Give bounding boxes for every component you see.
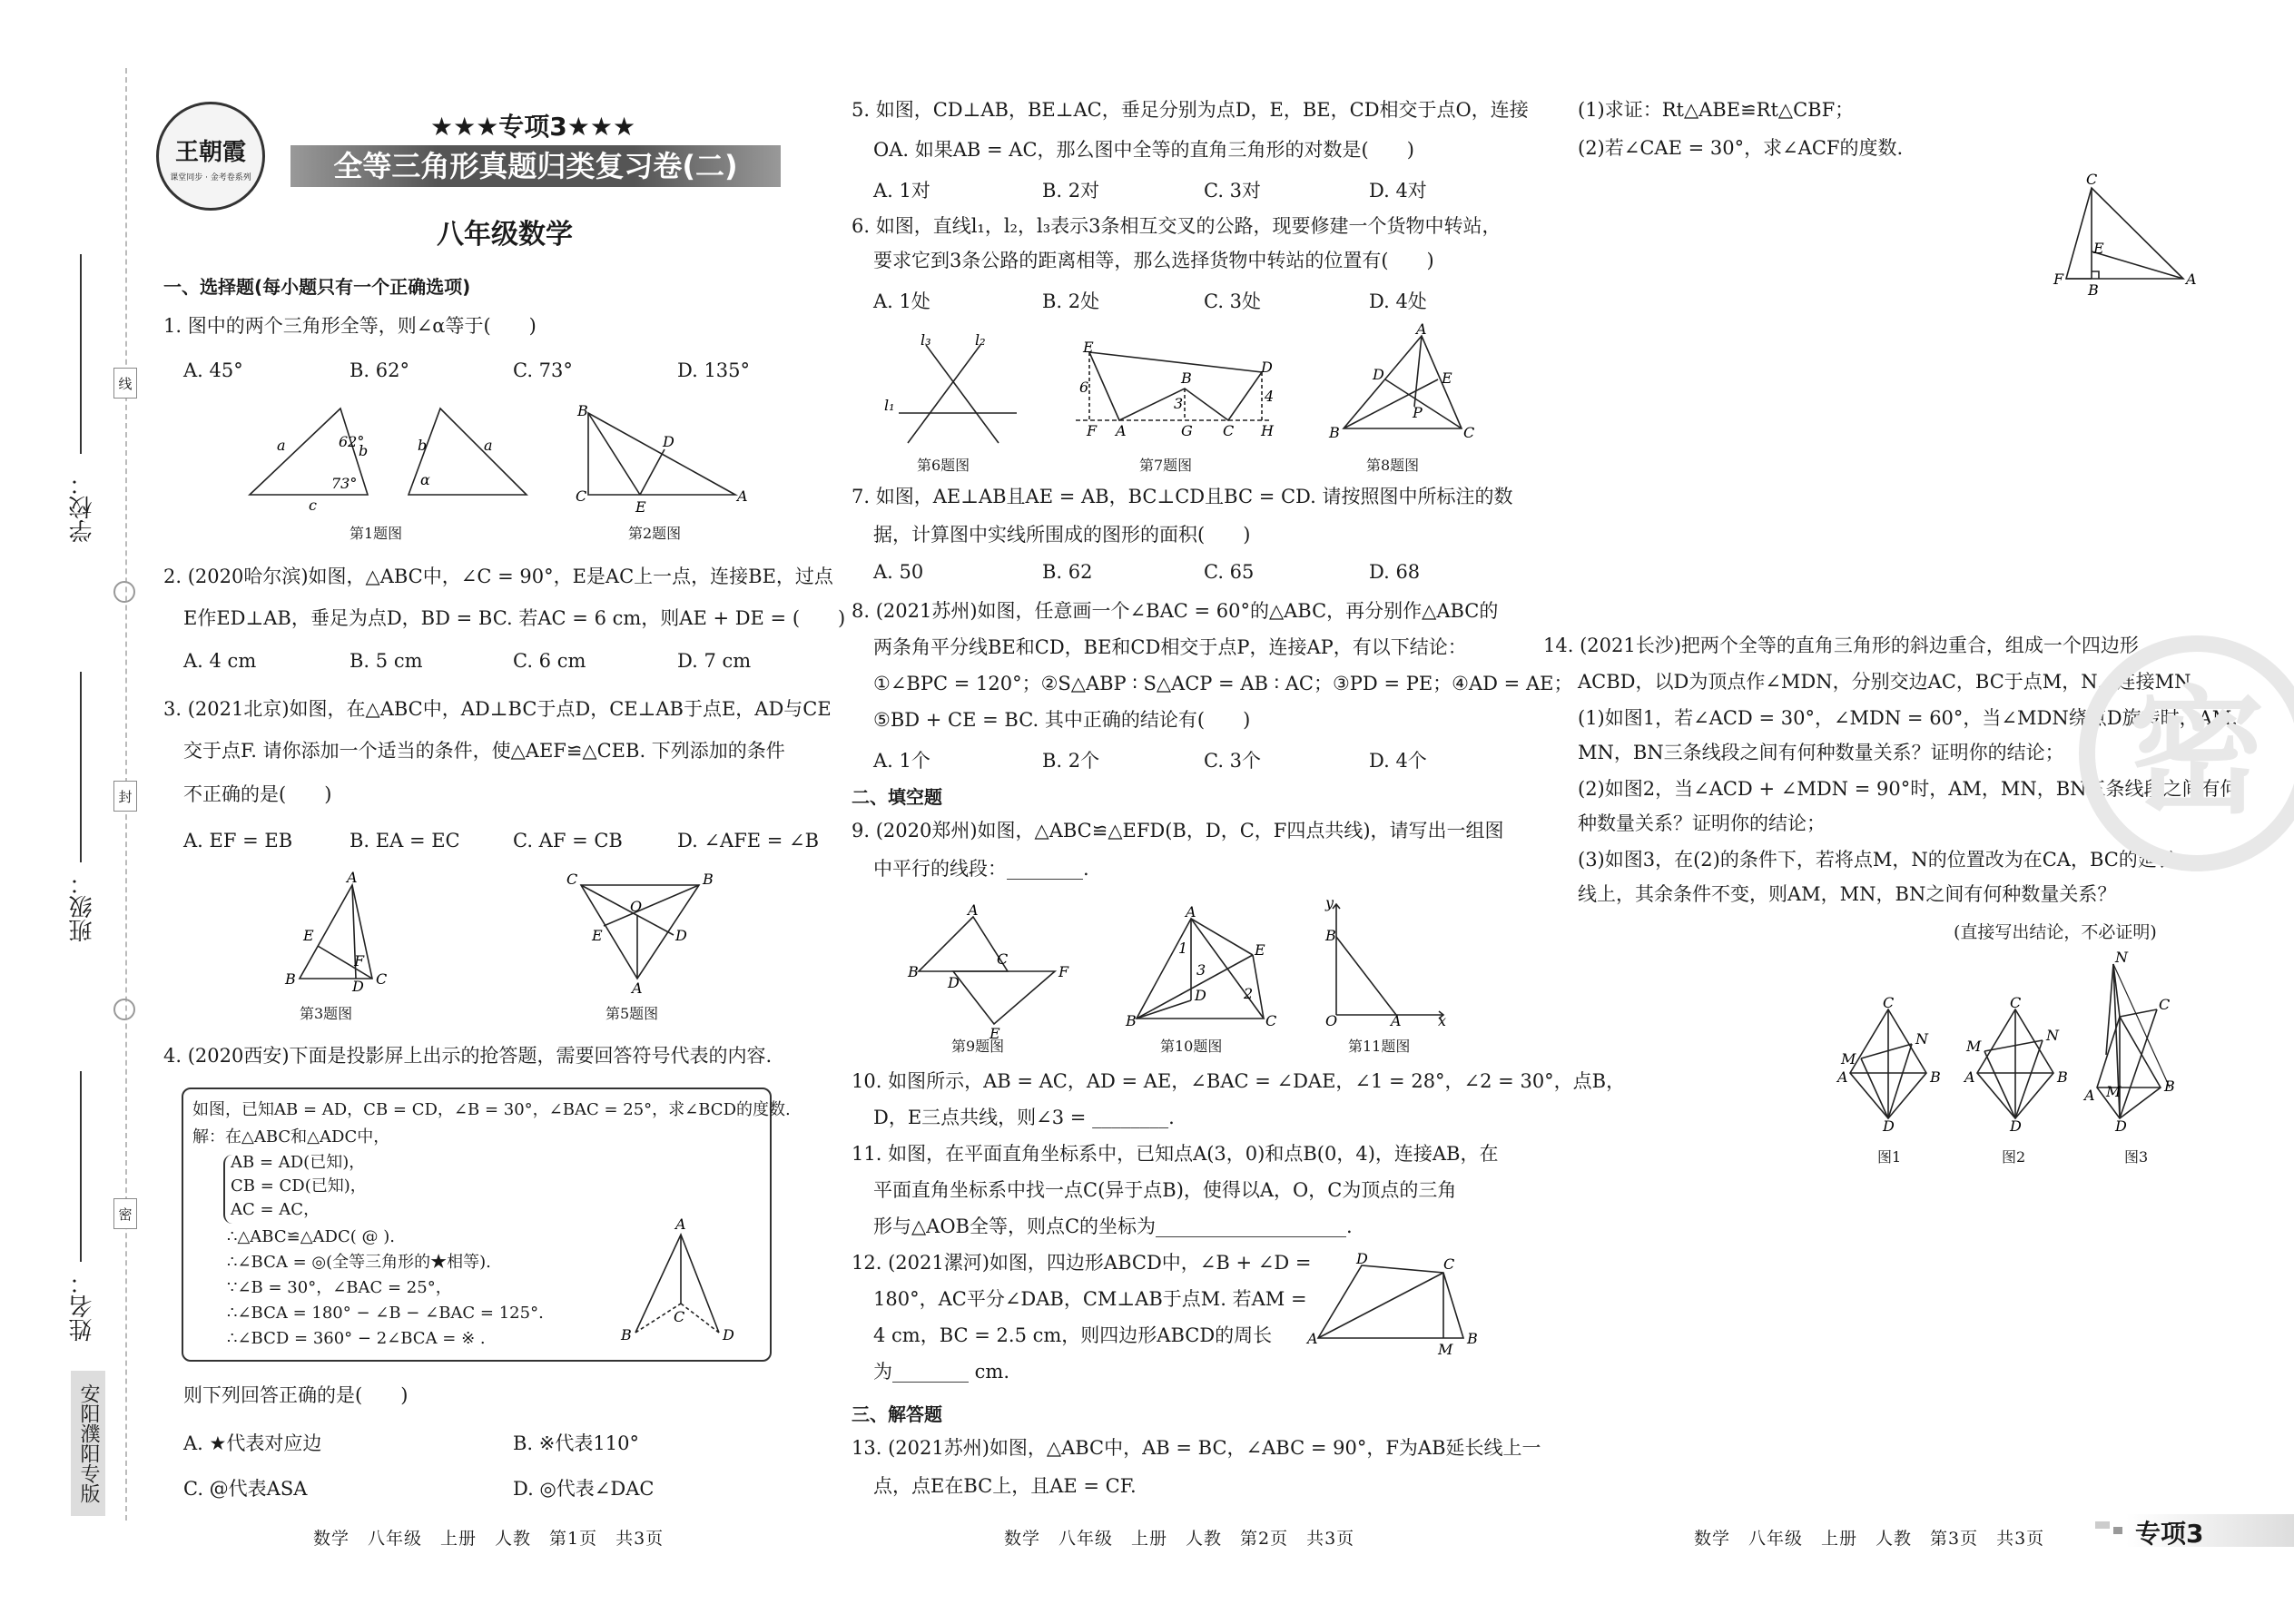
logo-subtext: 课堂同步 · 金考卷系列 (170, 173, 251, 182)
q7-figure (1076, 336, 1275, 445)
q2-fig-caption: 第2题图 (628, 525, 682, 542)
q8-option-b[interactable]: B. 2个 (1042, 750, 1100, 772)
svg-text:A: A (2186, 271, 2197, 288)
svg-text:D: D (2115, 1117, 2127, 1135)
q1-stem: 1. 图中的两个三角形全等，则∠α等于( ) (163, 315, 537, 337)
svg-text:B: B (1126, 1012, 1137, 1029)
q3-line-2: 交于点F. 请你添加一个适当的条件，使△AEF≌△CEB. 下列添加的条件 (183, 740, 785, 762)
q11-line-2: 平面直角坐标系中找一点C(异于点B)，使得以A，O，C为顶点的三角 (873, 1179, 1457, 1201)
svg-text:A: A (632, 979, 643, 997)
svg-text:C: C (1265, 1012, 1277, 1029)
q3-line-1: 3. (2021北京)如图，在△ABC中，AD⊥BC于点D，CE⊥AB于点E，AD与CE (163, 698, 832, 720)
school-label: 学校： (69, 472, 96, 543)
q3-fig-caption: 第3题图 (300, 1005, 353, 1022)
footer-page-2: 数学 八年级 上册 人教 第2页 共3页 (1004, 1529, 1355, 1549)
svg-text:D: D (948, 974, 960, 991)
q5-option-d[interactable]: D. 4对 (1369, 180, 1427, 202)
q3-option-c[interactable]: C. AF = CB (513, 830, 623, 851)
q11-figure (1325, 894, 1452, 1029)
q4-box-line-1: 如图，已知AB = AD，CB = CD，∠B = 30°，∠BAC = 25°，求∠BCD的度数. (192, 1100, 791, 1119)
q8-line-3: ①∠BPC = 120°；②S△ABP ∶ S△ACP = AB ∶ AC；③PD = PE；④AD = AE； (873, 673, 1573, 694)
q6-fig-caption: 第6题图 (917, 457, 970, 474)
q6-line-1: 6. 如图，直线l₁，l₂，l₃表示3条相互交叉的公路，现要修建一个货物中转站， (852, 215, 1501, 237)
q14-line-2: ACBD，以D为顶点作∠MDN，分别交边AC，BC于点M，N，连接MN. (1578, 671, 2196, 693)
svg-text:M: M (2106, 1083, 2122, 1100)
q1-option-c[interactable]: C. 73° (513, 359, 573, 381)
q3-option-a[interactable]: A. EF = EB (183, 830, 293, 851)
svg-text:6: 6 (1079, 379, 1089, 396)
q5-line-2: OA. 如果AB = AC，那么图中全等的直角三角形的对数是( ) (873, 139, 1414, 161)
q8-line-1: 8. (2021苏州)如图，任意画一个∠BAC = 60°的△ABC，再分别作△ABC的 (852, 600, 1499, 622)
svg-text:3: 3 (1196, 961, 1206, 979)
svg-text:F: F (1087, 422, 1098, 439)
svg-text:N: N (1915, 1030, 1928, 1048)
edition-label: 安阳濮阳专版 (71, 1371, 105, 1516)
q4-box-line-6: ∴△ABC≌△ADC( @ ). (227, 1227, 395, 1246)
q5-option-b[interactable]: B. 2对 (1042, 180, 1100, 202)
svg-text:B: B (1325, 927, 1336, 944)
svg-text:D: D (663, 433, 674, 450)
q8-fig-caption: 第8题图 (1366, 457, 1420, 474)
q6-option-a[interactable]: A. 1处 (873, 290, 930, 312)
svg-text:B: B (1329, 424, 1340, 441)
svg-text:b: b (359, 442, 369, 459)
svg-text:E: E (592, 927, 603, 944)
svg-text:D: D (1883, 1117, 1895, 1135)
svg-text:B: B (1930, 1068, 1941, 1086)
svg-text:C: C (2010, 994, 2022, 1011)
subject-title: 八年级数学 (437, 219, 573, 251)
q6-option-c[interactable]: C. 3处 (1204, 290, 1262, 312)
svg-text:H: H (1261, 422, 1274, 439)
q4-box-line-9: ∴∠BCA = 180° − ∠B − ∠BAC = 125°. (227, 1304, 544, 1323)
svg-text:M: M (1966, 1038, 1982, 1055)
q7-line-1: 7. 如图，AE⊥AB且AE = AB，BC⊥CD且BC = CD. 请按照图中所标注的数 (852, 486, 1513, 507)
q4-option-d[interactable]: D. ◎代表∠DAC (513, 1478, 655, 1500)
q6-figure (881, 331, 1035, 454)
mark-seal: 封 (113, 781, 137, 812)
svg-text:M: M (1841, 1050, 1856, 1068)
q3-figure (281, 869, 399, 995)
svg-text:F: F (2053, 271, 2064, 288)
q8-line-4: ⑤BD + CE = BC. 其中正确的结论有( ) (873, 709, 1251, 731)
svg-text:A: A (1837, 1068, 1848, 1086)
svg-text:E: E (1083, 339, 1094, 356)
q14-line-8: 线上，其余条件不变，则AM，MN，BN之间有何种数量关系？ (1578, 883, 2117, 905)
svg-text:D: D (352, 978, 364, 995)
q4-stem: 4. (2020西安)下面是投影屏上出示的抢答题，需要回答符号代表的内容. (163, 1045, 773, 1067)
svg-text:D: D (2010, 1117, 2022, 1135)
mark-dense: 密 (113, 1198, 137, 1229)
hole-icon (113, 999, 135, 1020)
q7-line-2: 据，计算图中实线所围成的图形的面积( ) (873, 524, 1251, 546)
q2-option-c[interactable]: C. 6 cm (513, 650, 586, 672)
q14-line-4: MN，BN三条线段之间有何种数量关系？证明你的结论； (1578, 742, 2064, 763)
svg-text:D: D (1195, 987, 1206, 1004)
svg-text:C: C (2086, 171, 2098, 188)
q13-line-2: 点，点E在BC上，且AE = CF. (873, 1475, 1137, 1497)
q4-ask: 则下列回答正确的是( ) (183, 1384, 409, 1406)
svg-text:l₂: l₂ (975, 331, 986, 349)
q2-option-d[interactable]: D. 7 cm (677, 650, 752, 672)
mark-line: 线 (113, 368, 137, 399)
svg-text:E: E (1255, 941, 1265, 959)
svg-text:E: E (303, 927, 314, 944)
svg-text:C: C (576, 487, 587, 505)
svg-text:C: C (2159, 996, 2171, 1013)
q12-figure (1307, 1250, 1489, 1362)
q13-part-1: (1)求证：Rt△ABE≌Rt△CBF； (1578, 99, 1855, 121)
q14-line-9: (直接写出结论，不必证明) (1954, 922, 2157, 942)
svg-text:B: B (1181, 369, 1192, 387)
svg-text:l₁: l₁ (884, 397, 895, 414)
q9-line-1: 9. (2020郑州)如图，△ABC≌△EFD(B，D，C，F四点共线)，请写出一组图 (852, 820, 1504, 842)
svg-text:A: A (1307, 1330, 1318, 1347)
q2-option-b[interactable]: B. 5 cm (350, 650, 423, 672)
q8-option-d[interactable]: D. 4个 (1369, 750, 1427, 772)
svg-text:B: B (2088, 281, 2099, 299)
q7-option-b[interactable]: B. 62 (1042, 561, 1093, 583)
svg-text:3: 3 (1174, 395, 1184, 412)
q6-option-b[interactable]: B. 2处 (1042, 290, 1100, 312)
svg-text:F: F (1058, 963, 1069, 980)
svg-text:1: 1 (1178, 940, 1188, 957)
footer-page-3: 数学 八年级 上册 人教 第3页 共3页 (1694, 1529, 2045, 1549)
q8-line-2: 两条角平分线BE和CD，BE和CD相交于点P，连接AP，有以下结论： (873, 636, 1467, 658)
svg-text:D: D (675, 927, 687, 944)
q14-figure-1 (1825, 994, 1961, 1135)
brand-logo (156, 102, 265, 211)
svg-text:2: 2 (1244, 985, 1254, 1002)
class-label: 班级： (69, 871, 96, 942)
q4-box-line-10: ∴∠BCD = 360° − 2∠BCA = ※ . (227, 1329, 486, 1348)
q1-option-d[interactable]: D. 135° (677, 359, 751, 381)
q14-line-3: (1)如图1，若∠ACD = 30°，∠MDN = 60°，当∠MDN绕点D旋转时，AM， (1578, 707, 2251, 729)
svg-text:O: O (630, 898, 643, 915)
q7-option-d[interactable]: D. 68 (1369, 561, 1421, 583)
q4-box-line-3: AB = AD(已知)， (231, 1153, 366, 1172)
q9-figure (908, 901, 1071, 1042)
svg-text:B: B (1467, 1330, 1478, 1347)
class-blank (80, 672, 82, 862)
q14-line-7: (3)如图3，在(2)的条件下，若将点M，N的位置改为在CA，BC的延长 (1578, 849, 2176, 871)
svg-text:A: A (1116, 422, 1127, 439)
q4-box-line-5: AC = AC， (231, 1200, 320, 1219)
name-blank (80, 1071, 82, 1262)
q14-fig-3-caption: 图3 (2124, 1148, 2149, 1166)
svg-text:B: B (703, 871, 714, 888)
svg-text:a: a (277, 437, 286, 454)
svg-text:C: C (997, 950, 1009, 968)
q5-figure (563, 871, 717, 997)
svg-text:E: E (989, 1025, 1000, 1042)
q1-fig-caption: 第1题图 (350, 525, 403, 542)
q12-line-1: 12. (2021漯河)如图，四边形ABCD中，∠B + ∠D = (852, 1252, 1312, 1274)
svg-text:B: B (908, 963, 919, 980)
special-badge: ★★★专项3★★★ (430, 112, 636, 142)
q1-option-b[interactable]: B. 62° (350, 359, 410, 381)
svg-text:y: y (1325, 894, 1334, 911)
svg-text:A: A (1964, 1068, 1975, 1086)
q14-figure-3 (2079, 949, 2206, 1135)
q3-option-d[interactable]: D. ∠AFE = ∠B (677, 830, 820, 851)
svg-text:N: N (2046, 1027, 2059, 1044)
svg-text:A: A (737, 487, 748, 505)
q7-option-c[interactable]: C. 65 (1204, 561, 1255, 583)
svg-text:A: A (1416, 320, 1427, 338)
tab-deco (2113, 1527, 2122, 1534)
svg-text:O: O (1325, 1012, 1338, 1029)
footer-page-1: 数学 八年级 上册 人教 第1页 共3页 (313, 1529, 665, 1549)
q4-option-a[interactable]: A. ★代表对应边 (183, 1432, 322, 1454)
q14-line-1: 14. (2021长沙)把两个全等的直角三角形的斜边重合，组成一个四边形 (1543, 635, 2139, 656)
q5-line-1: 5. 如图，CD⊥AB，BE⊥AC，垂足分别为点D，E，BE，CD相交于点O，连接 (852, 99, 1529, 121)
svg-text:C: C (1883, 994, 1895, 1011)
watermark-seal: 密 (2079, 635, 2294, 871)
svg-text:62°: 62° (339, 433, 365, 450)
q5-option-a[interactable]: A. 1对 (873, 180, 930, 202)
svg-text:α: α (420, 471, 430, 488)
section-choice: 一、选择题(每小题只有一个正确选项) (163, 276, 471, 298)
q4-option-c[interactable]: C. @代表ASA (183, 1478, 308, 1500)
svg-text:E: E (1442, 369, 1452, 387)
q8-option-c[interactable]: C. 3个 (1204, 750, 1262, 772)
svg-text:C: C (566, 871, 578, 888)
svg-text:B: B (2057, 1068, 2068, 1086)
svg-text:a: a (484, 437, 493, 454)
q2-option-a[interactable]: A. 4 cm (183, 650, 257, 672)
svg-text:A: A (347, 869, 358, 886)
svg-text:D: D (1261, 359, 1273, 376)
svg-text:C: C (1443, 1255, 1455, 1273)
q10-figure (1126, 903, 1280, 1035)
q10-line-1: 10. 如图所示，AB = AC，AD = AE，∠BAC = ∠DAE，∠1 = 28°，∠2 = 30°，点B， (852, 1070, 1626, 1092)
page-title: 全等三角形真题归类复习卷(二) (333, 149, 738, 183)
svg-text:M: M (1438, 1341, 1453, 1358)
logo-text: 王朝霞 (174, 139, 246, 166)
q4-box-line-8: ∵∠B = 30°，∠BAC = 25°， (227, 1278, 452, 1297)
q4-option-b[interactable]: B. ※代表110° (513, 1432, 639, 1454)
q2-line-1: 2. (2020哈尔滨)如图，△ABC中，∠C = 90°，E是AC上一点，连接BE，过点 (163, 566, 833, 587)
svg-text:E: E (2093, 240, 2104, 257)
svg-text:C: C (1463, 424, 1475, 441)
q14-fig-2-caption: 图2 (2002, 1148, 2026, 1166)
section-answer: 三、解答题 (852, 1403, 942, 1425)
svg-text:4: 4 (1265, 388, 1275, 405)
q4-box-line-7: ∴∠BCA = ◎(全等三角形的★相等). (227, 1253, 491, 1272)
tab-deco (2095, 1521, 2110, 1529)
svg-text:c: c (309, 497, 317, 514)
svg-text:b: b (418, 437, 428, 454)
q11-line-1: 11. 如图，在平面直角坐标系中，已知点A(3，0)和点B(0，4)，连接AB，在 (852, 1143, 1499, 1165)
q11-fig-caption: 第11题图 (1348, 1038, 1411, 1055)
q10-fig-caption: 第10题图 (1160, 1038, 1223, 1055)
q3-line-3: 不正确的是( ) (183, 783, 332, 805)
svg-text:A: A (968, 901, 979, 919)
svg-text:G: G (1181, 422, 1193, 439)
svg-text:A: A (2084, 1087, 2095, 1104)
q1-figure (241, 399, 540, 517)
q4-figure (617, 1216, 744, 1353)
svg-text:B: B (577, 402, 588, 419)
q13-part-2: (2)若∠CAE = 30°，求∠ACF的度数. (1578, 137, 1904, 159)
svg-text:D: D (1356, 1250, 1368, 1267)
svg-text:A: A (1391, 1012, 1402, 1029)
section-tab-label: 专项3 (2135, 1519, 2204, 1549)
svg-text:N: N (2115, 949, 2128, 966)
q11-line-3: 形与△AOB全等，则点C的坐标为____________________. (873, 1216, 1353, 1237)
svg-text:A: A (1186, 903, 1196, 920)
q13-figure (2052, 171, 2197, 304)
svg-text:x: x (1438, 1012, 1447, 1029)
q8-option-a[interactable]: A. 1个 (873, 750, 930, 772)
q12-line-4: 为________ cm. (873, 1361, 1010, 1383)
svg-text:C: C (1223, 422, 1235, 439)
svg-text:B: B (2164, 1078, 2175, 1095)
q14-figure-2 (1952, 994, 2088, 1135)
q4-box-line-4: CB = CD(已知)， (231, 1176, 367, 1196)
q7-fig-caption: 第7题图 (1139, 457, 1193, 474)
q7-option-a[interactable]: A. 50 (873, 561, 924, 583)
q1-option-a[interactable]: A. 45° (183, 359, 243, 381)
q2-line-2: E作ED⊥AB，垂足为点D，BD = BC. 若AC = 6 cm，则AE + DE = ( ) (183, 607, 846, 629)
svg-text:F: F (354, 952, 365, 969)
svg-text:A: A (675, 1216, 686, 1233)
name-label: 姓名： (69, 1271, 96, 1342)
q8-figure (1325, 320, 1480, 445)
svg-text:P: P (1413, 404, 1423, 421)
svg-text:B: B (621, 1326, 632, 1343)
section-fill: 二、填空题 (852, 786, 942, 808)
q6-option-d[interactable]: D. 4处 (1369, 290, 1427, 312)
svg-text:D: D (1373, 366, 1384, 383)
q12-line-2: 180°，AC平分∠DAB，CM⊥AB于点M. 若AM = (873, 1288, 1307, 1310)
svg-text:73°: 73° (331, 475, 358, 492)
svg-text:D: D (723, 1326, 734, 1343)
q6-line-2: 要求它到3条公路的距离相等，那么选择货物中转站的位置有( ) (873, 250, 1434, 271)
q5-option-c[interactable]: C. 3对 (1204, 180, 1262, 202)
q14-line-5: (2)如图2，当∠ACD + ∠MDN = 90°时，AM，MN，BN三条线段之间有何 (1578, 778, 2240, 800)
q14-fig-1-caption: 图1 (1877, 1148, 1902, 1166)
q4-box-line-2: 解：在△ABC和△ADC中， (192, 1127, 390, 1147)
q3-option-b[interactable]: B. EA = EC (350, 830, 460, 851)
svg-text:l₃: l₃ (921, 331, 931, 349)
svg-text:E: E (635, 498, 646, 516)
q9-line-2: 中平行的线段：________. (873, 858, 1089, 880)
q14-line-6: 种数量关系？证明你的结论； (1578, 812, 1826, 834)
hole-icon (113, 581, 135, 603)
svg-text:C: C (674, 1308, 685, 1325)
q10-line-2: D，E三点共线，则∠3 = ________. (873, 1107, 1175, 1128)
q9-fig-caption: 第9题图 (951, 1038, 1005, 1055)
svg-text:B: B (285, 970, 296, 988)
q13-line-1: 13. (2021苏州)如图，△ABC中，AB = BC，∠ABC = 90°，F为AB延长线上一 (852, 1437, 1541, 1459)
svg-text:C: C (376, 970, 388, 988)
q5-fig-caption: 第5题图 (605, 1005, 659, 1022)
school-blank (80, 254, 82, 454)
q2-figure (572, 399, 753, 517)
q12-line-3: 4 cm，BC = 2.5 cm，则四边形ABCD的周长 (873, 1324, 1273, 1346)
